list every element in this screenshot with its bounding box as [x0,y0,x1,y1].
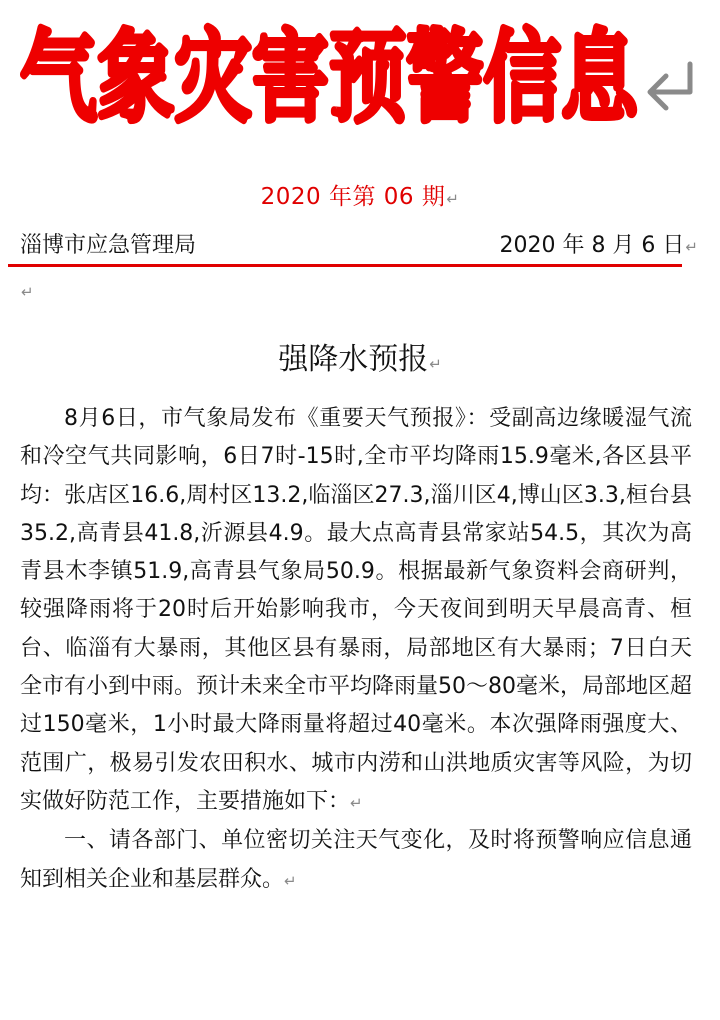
paragraph-mark-icon: ↵ [21,283,34,301]
document-title-line [0,334,720,378]
banner-svg [20,14,700,134]
issuing-organization: 淄博市应急管理局 [20,233,197,258]
document-body [20,400,692,900]
paragraph-mark-icon: ↵ [350,793,363,812]
paragraph-mark-icon: ↵ [446,190,460,208]
paragraph-mark-icon: ↵ [429,355,442,373]
issue-number-line [0,178,720,211]
issue-date: 2020 年 8 月 6 日 [499,233,685,258]
body-paragraph-text: 8月6日，市气象局发布《重要天气预报》：受副高边缘暖湿气流和冷空气共同影响，6日7时-15时,全市平均降雨15.9毫米,各区县平均：张店区16.6,周村区13.2,临淄区27.3,淄川区4,博山区3.3,桓台县35.2,高青县41.8,沂源县4.9。最大点高青县常家站54.5，其次为高青县木李镇51.9,高青县气象局50.9。根据最新气象资料会商研判，较强降雨将于20时后开始影响我市，今天夜间到明天早晨高青、桓台、临淄有大暴雨，其他区县有暴雨，局部地区有大暴雨；7日白天全市有小到中雨。预计未来全市平均降雨量50～80毫米，局部地区超过150毫米，1小时最大降雨量将超过40毫米。本次强降雨强度大、范围广，极易引发农田积水、城市内涝和山洪地质灾害等风险，为切实做好防范工作，主要措施如下： [20,406,692,814]
issue-date-line [499,228,698,259]
paragraph-mark-icon: ↵ [284,871,297,890]
meta-row [20,228,698,264]
body-paragraph [20,822,692,900]
banner-title: 气象灾害预警信息 [20,19,640,134]
body-paragraph [20,400,692,822]
red-divider [8,264,682,267]
line-break-mark-icon [650,64,690,108]
paragraph-mark-icon: ↵ [685,238,698,256]
document-title: 强降水预报 [278,342,429,377]
body-paragraph-text: 一、请各部门、单位密切关注天气变化，及时将预警响应信息通知到相关企业和基层群众。 [20,828,692,892]
banner-header [20,14,700,134]
empty-paragraph [20,282,34,301]
issue-number: 2020 年第 06 期 [260,184,446,210]
